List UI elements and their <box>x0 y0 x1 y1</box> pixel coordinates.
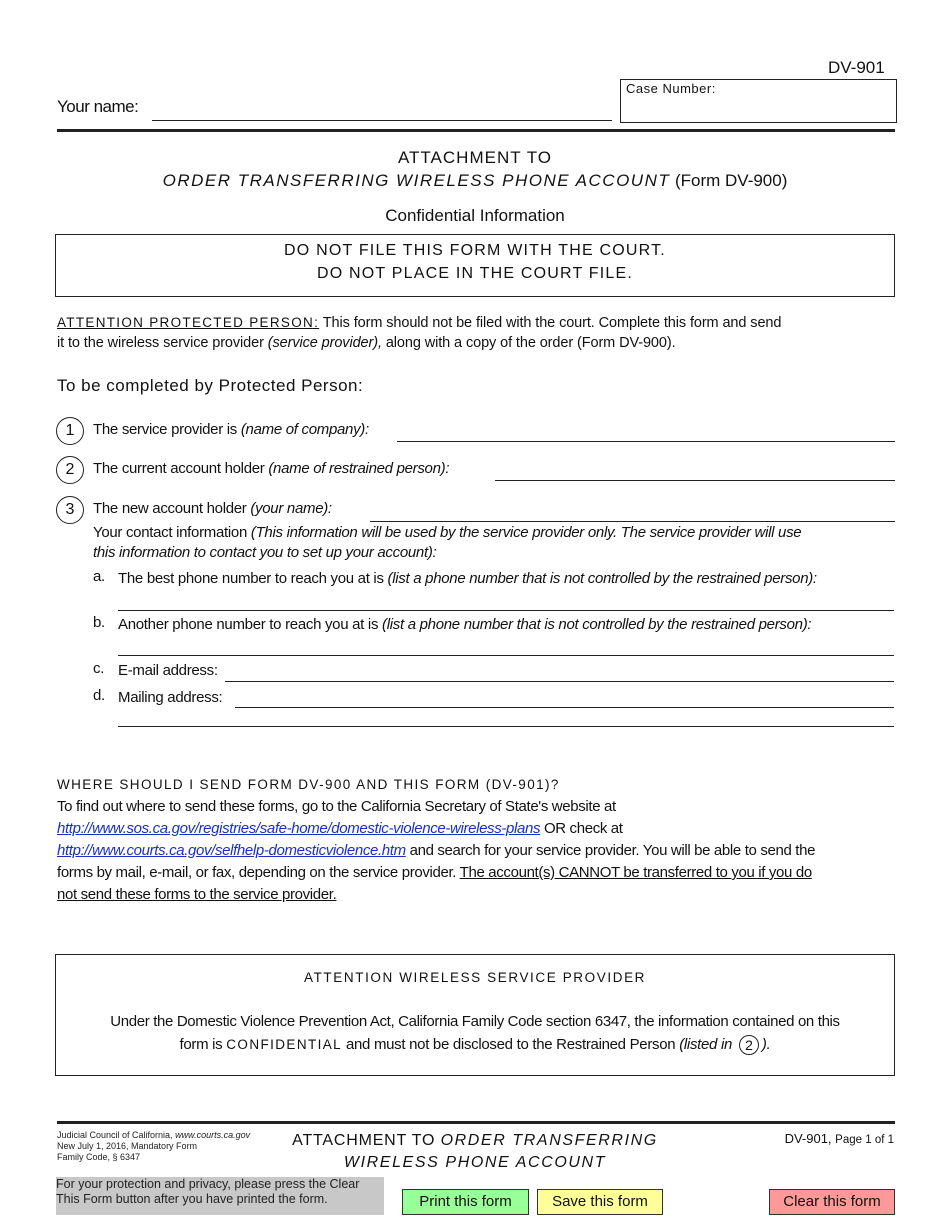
provider-item-ref-circle: 2 <box>739 1035 759 1055</box>
provider-line2c: and must not be disclosed to the Restrained Person <box>342 1035 680 1053</box>
header-rule <box>57 129 895 132</box>
item1-label <box>93 421 369 438</box>
provider-notice-box <box>55 954 895 1076</box>
mailing-address-label: Mailing address: <box>118 689 223 706</box>
footer-title-prefix: ATTACHMENT TO <box>292 1132 441 1149</box>
item-number-3: 3 <box>56 496 84 524</box>
case-number-label: Case Number: <box>626 81 716 96</box>
footer-council-url: www.courts.ca.gov <box>175 1130 251 1140</box>
title-line2 <box>0 171 950 191</box>
title-form-name: ORDER TRANSFERRING WIRELESS PHONE ACCOUNT <box>162 171 671 190</box>
item3-label <box>93 500 332 517</box>
new-holder-field[interactable] <box>370 503 895 522</box>
your-name-label: Your name: <box>57 97 139 116</box>
courts-link[interactable]: http://www.courts.ca.gov/selfhelp-domesticviolence.htm <box>57 842 406 859</box>
provider-line2 <box>56 1035 894 1055</box>
print-form-button[interactable]: Print this form <box>402 1189 529 1215</box>
provider-line2a: form is <box>179 1035 227 1053</box>
item-number-1: 1 <box>56 417 84 445</box>
footer-code: Family Code, § 6347 <box>57 1152 141 1162</box>
where-line4a: forms by mail, e-mail, or fax, depending on the service provider. <box>57 864 460 881</box>
provider-line2d: (listed in <box>679 1035 733 1053</box>
attention-text2b: (service provider), <box>267 335 382 351</box>
item1-label-text: The service provider is <box>93 421 241 438</box>
do-not-file-box <box>55 234 895 297</box>
where-line2: OR check at <box>540 820 623 837</box>
contact-hint2: this information to contact you to set up your account): <box>93 544 437 561</box>
item2-label-text: The current account holder <box>93 460 269 477</box>
item2-hint: (name of restrained person): <box>268 460 450 477</box>
contact-label: Your contact information <box>93 524 251 541</box>
service-provider-field[interactable] <box>397 423 895 442</box>
item1-hint: (name of company): <box>240 421 369 438</box>
where-line4b: The account(s) CANNOT be transferred to you if you do <box>459 864 812 881</box>
provider-heading: ATTENTION WIRELESS SERVICE PROVIDER <box>303 970 647 985</box>
email-label: E-mail address: <box>118 662 218 679</box>
footer-title-italic1: ORDER TRANSFERRING <box>440 1132 658 1149</box>
footer-form-number: DV-901, <box>784 1131 832 1146</box>
item3a-label <box>118 570 817 587</box>
mailing-address-field-line2[interactable] <box>118 708 894 727</box>
attention-paragraph <box>57 313 907 353</box>
where-line1: To find out where to send these forms, go to the California Secretary of State's website at <box>57 798 616 815</box>
footer-title-italic2: WIRELESS PHONE ACCOUNT <box>343 1154 607 1171</box>
item3-hint: (your name): <box>250 500 332 517</box>
save-form-button[interactable]: Save this form <box>537 1189 663 1215</box>
mailing-address-field[interactable] <box>235 689 894 708</box>
footer-rule <box>57 1121 895 1124</box>
title-line1: ATTACHMENT TO <box>397 148 553 167</box>
best-phone-field[interactable] <box>118 592 894 611</box>
privacy-line2: This Form button after you have printed the form. <box>56 1192 328 1206</box>
confidential-label: Confidential Information <box>385 206 565 225</box>
item3c-letter: c. <box>93 660 105 677</box>
footer-council: Judicial Council of California, <box>57 1130 176 1140</box>
item3d-letter: d. <box>93 687 105 704</box>
do-not-file-line2: DO NOT PLACE IN THE COURT FILE. <box>316 265 634 282</box>
provider-line2e: ). <box>761 1035 771 1053</box>
item2-label <box>93 460 449 477</box>
provider-line1: Under the Domestic Violence Prevention Act, California Family Code section 6347, the information contained on this <box>110 1013 840 1030</box>
your-name-field[interactable] <box>152 100 612 121</box>
item3b-label <box>118 616 811 633</box>
attention-text2a: it to the wireless service provider <box>57 335 268 351</box>
contact-info <box>93 523 893 563</box>
item-number-2: 2 <box>56 456 84 484</box>
attention-text2c: along with a copy of the order (Form DV-900). <box>381 335 676 351</box>
email-field[interactable] <box>225 663 894 682</box>
attention-text1: This form should not be filed with the court. Complete this form and send <box>319 315 782 331</box>
item3a-label-text: The best phone number to reach you at is <box>118 570 388 587</box>
item3b-label-text: Another phone number to reach you at is <box>118 616 383 633</box>
title-form-ref: (Form DV-900) <box>674 171 788 190</box>
sos-link[interactable]: http://www.sos.ca.gov/registries/safe-home/domestic-violence-wireless-plans <box>57 820 541 837</box>
item3a-letter: a. <box>93 568 105 585</box>
section-heading: To be completed by Protected Person: <box>57 376 364 395</box>
form-number: DV-901 <box>828 58 885 77</box>
do-not-file-line1: DO NOT FILE THIS FORM WITH THE COURT. <box>284 242 666 259</box>
current-holder-field[interactable] <box>495 462 895 481</box>
privacy-line1: For your protection and privacy, please press the Clear <box>56 1177 360 1191</box>
attention-label: ATTENTION PROTECTED PERSON: <box>57 315 320 330</box>
where-line5: not send these forms to the service provider. <box>57 886 337 903</box>
privacy-notice <box>56 1177 384 1215</box>
item3b-letter: b. <box>93 614 105 631</box>
item3a-hint: (list a phone number that is not controlled by the restrained person): <box>387 570 817 587</box>
where-paragraph <box>57 796 907 906</box>
footer-adopted: New July 1, 2016, Mandatory Form <box>57 1141 198 1151</box>
item3b-hint: (list a phone number that is not controlled by the restrained person): <box>382 616 812 633</box>
footer-title <box>270 1130 680 1174</box>
footer-page: Page 1 of 1 <box>835 1134 894 1146</box>
clear-form-button[interactable]: Clear this form <box>769 1189 895 1215</box>
another-phone-field[interactable] <box>118 637 894 656</box>
contact-hint1: (This information will be used by the service provider only. The service provider will use <box>250 524 802 541</box>
footer-legal <box>57 1130 250 1163</box>
where-heading: WHERE SHOULD I SEND FORM DV-900 AND THIS FORM (DV-901)? <box>57 777 560 792</box>
confidential-word: CONFIDENTIAL <box>226 1036 343 1052</box>
item3-label-text: The new account holder <box>93 500 251 517</box>
case-number-box[interactable] <box>620 79 897 123</box>
where-line3: and search for your service provider. You will be able to send the <box>405 842 816 859</box>
footer-form-id <box>785 1131 894 1146</box>
